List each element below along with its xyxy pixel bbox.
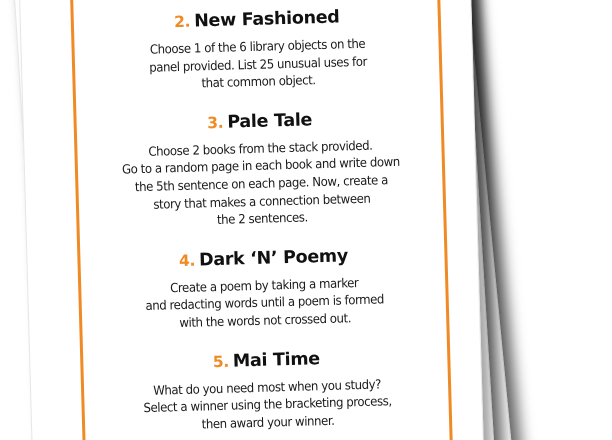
challenge-description (103, 33, 413, 94)
description-line: that common object. (201, 72, 316, 91)
description-line: the 2 sentences. (216, 209, 308, 228)
challenge-heading (93, 106, 425, 137)
description-line: Choose 1 of the 6 library objects on the (149, 35, 366, 57)
challenge-description (110, 272, 420, 333)
challenge-list (91, 4, 435, 440)
description-line: then award your winner. (201, 412, 335, 432)
right-orange-rule (435, 0, 455, 440)
challenge-item-pale-tale (93, 106, 428, 232)
description-line: Select a winner using the bracketing process, (143, 393, 392, 416)
challenge-description (106, 135, 417, 232)
description-line: Create a poem by taking a marker (169, 274, 359, 296)
challenge-title: Dark ‘N’ Poemy (198, 246, 349, 271)
challenge-heading (97, 243, 429, 274)
challenge-number: 4. (178, 251, 196, 270)
challenge-title: Mai Time (232, 348, 321, 372)
front-sheet (17, 0, 486, 440)
challenge-description (113, 374, 423, 435)
challenge-item-new-fashioned (91, 4, 425, 95)
challenge-number: 2. (173, 12, 191, 32)
challenge-title: Pale Tale (227, 110, 313, 133)
challenge-heading (91, 4, 423, 35)
description-line: Go to a random page in each book and write down (121, 154, 401, 177)
challenge-heading (100, 345, 432, 376)
description-line: the 5th sentence on each page. Now, create a (134, 172, 389, 195)
description-line: What do you need most when you study? (152, 375, 382, 398)
description-line: and redacting words until a poem is formed (145, 291, 385, 314)
description-line: panel provided. List 25 unusual uses for (148, 53, 368, 75)
left-orange-rule (68, 0, 88, 440)
challenge-item-mai-time (100, 345, 434, 436)
challenge-number: 3. (206, 113, 224, 132)
description-line: story that makes a connection between (153, 190, 371, 212)
challenge-number: 5. (212, 352, 230, 371)
challenge-item-dark-n-poemy (97, 243, 431, 334)
description-line: with the words not crossed out. (179, 310, 352, 330)
description-line: Choose 2 books from the stack provided. (148, 137, 373, 159)
challenge-title: New Fashioned (193, 7, 340, 32)
